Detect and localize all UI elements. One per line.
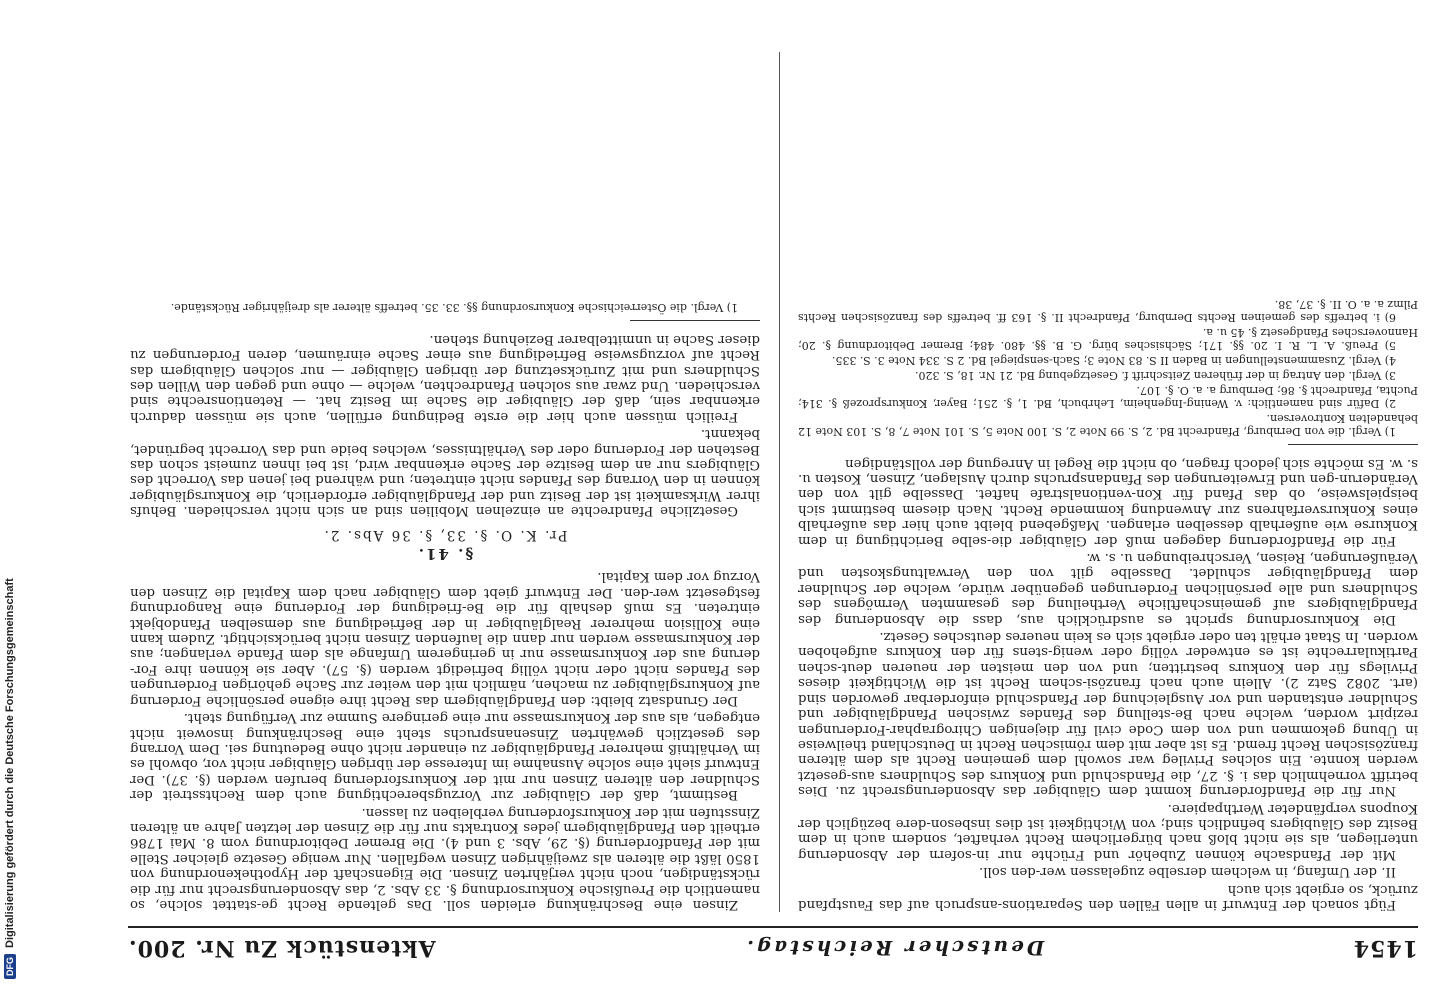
section-paragraph: Gesetzliche Pfandrechte an einzelnen Mobilien sind an sich nicht verschieden. Behufs ihrer Wirksamkeit ist der Besitz und der Pfandgläubiger erforderlich, die Konkursgläubiger können in den Vorrang des Pfandes nicht eintreten; und während bei jenen das Vorrecht des Gläubigers nur an dem Besitze der Sache erkennbar wird, ist bei ihnen zumeist schon das Bestehen der Forderung oder des Verhältnisses, welches beide und das Vorrecht begründet, bekannt. [130, 426, 760, 519]
column-divider [779, 52, 780, 912]
footnote: 2) Dafür sind namentlich: v. Wening-Ingenheim, Lehrbuch, Bd. 1, §. 251; Bayer, Konkursprozeß §. 314; Puchta, Pfandrecht §. 86; Dernburg a. a. O. §. 107. [798, 384, 1418, 411]
left-column [798, 42, 1418, 912]
footnote: 4) Vergl. Zusammenstellungen in Baden II S. 83 Note 3; Sach-senspiegel Bd. 2 S. 334 Note 3. S. 335. [831, 354, 1396, 368]
footnote: 3) Vergl. den Antrag in der früheren Zeitschrift f. Gesetzgebung Bd. 21 Nr. 18, S. 320. [914, 369, 1396, 383]
dfg-logo: DFG [4, 954, 16, 979]
footnote: 1) Vergl. die von Dernburg, Pfandrecht Bd. 2, S. 99 Note 2, S. 100 Note 5, S. 101 Note 7, 8, S. 103 Note 12 behandelten Kontroversen. [798, 412, 1418, 439]
page-number: 1454 [1352, 935, 1418, 961]
footnote-rule [630, 320, 760, 321]
publication-title: Deutscher Reichstag. [744, 936, 1045, 960]
left-paragraph: Die Konkursordnung spricht es ausdrücklich aus, dass die Absonderung des Pfandgläubigers auf gemeinschaftliche Vertheilung des gesammten Vermögens des Schuldners und alle persönlichen Forderungen gegenüber würde, welche der Schuldner dem Pfandgläubiger schuldet. Dasselbe gilt von den Verwaltungskosten und Veräußerungen, Reisen, Verschreibungen u. s. w. [798, 550, 1418, 627]
left-paragraph: Mit der Pfandsache können Zubehör und Früchte nur in-sofern der Absonderung unterliegen, als sie nicht bloß nach bürgerlichem Recht verhaftet, sondern auch in dem Besitz des Gläubigers befindlich sind; von Wichtigkeit ist dies insbeson-dere bezüglich der Koupons verpfändeter Werthpapiere. [798, 800, 1418, 862]
page-header [128, 926, 1418, 968]
left-paragraph: II. der Umfang, in welchem derselbe zugelassen wer-den soll. [979, 864, 1396, 880]
right-paragraph: Der Grundsatz bleibt: den Pfandgläubigern das Recht ihre eigene persönliche Forderung auf Konkursgläubiger zu machen, nämlich mit den weiter zur Sache gehörigen Forderungen des Pfandes nicht oder nicht völlig befriedigt werden (§. 57). Aber sie können ihre For-derung aus der Konkursmasse nur in geringerem Umfange als dem Pfande verlangen; aus der Konkursmasse werden nur dann die laufenden Zinsen nicht berücksichtigt. Zudem kann eine Kollision mehrerer Realgläubiger in der Befriedigung aus demselben Pfandobjekt eintreten. Es muß deshalb für die Be-friedigung der Forderung eine Rangordnung festgesetzt wer-den. Der Entwurf giebt dem Gläubiger nach dem Kapital die Zinsen den Vorzug vor dem Kapital. [130, 569, 760, 708]
section-paragraph: Freilich müssen auch hier die erste Bedingung erfüllen, auch sie müssen dadurch erkennbar sein, daß der Gläubiger die Sache im Besitz hat. — Retentionsrechte sind verschieden. Und zwar aus solchen Pfandrechten, welche — ohne und gegen den Willen des Schuldners und mit Zurücksetzung der übrigen Gläubiger — nur solchen Gläubigern das Recht auf vorzugsweise Befriedigung aus einer Sache einräumen, deren Forderungen zu dieser Sache in unmittelbarer Beziehung stehen. [130, 331, 760, 424]
right-column [130, 42, 760, 912]
right-paragraph: Zinsen eine Beschränkung erleiden soll. Das geltende Recht ge-stattet solche, so namentlich die Preußische Konkursordnung §. 33 Abs. 2, das Absonderungsrecht nur für die rückständigen, noch nicht verjährten Zinsen. Die Eigenschaft der Hypothekenordnung von 1850 läßt die älteren als zweijährigen Zinsen wegfallen. Nur wenige Gesetze gleicher Stelle mit der Pfandforderung (§. 29, Abs. 3 und 4). Die Bremer Debitordnung vom 8. Mai 1786 ertheilt den Pfandgläubigern jedes Kontrakts nur für die Zinsen der letzten Jahre an älteren Zinsstufen mit der Konkursforderung verbleiben zu lassen. [130, 804, 760, 912]
credit-text: Digitalisierung gefördert durch die Deutsche Forschungsgemeinschaft [4, 578, 16, 948]
section-heading: §. 41. [416, 545, 474, 564]
digitization-credit [1, 19, 19, 979]
footnote: 1) Vergl. die Österreichische Konkursordnung §§. 33. 35. betreffs älterer als dreijähriger Rückstände. [170, 301, 738, 315]
left-paragraph: Fügt sonach der Entwurf in allen Fällen den Separations-anspruch auf das Faustpfand zurück, so ergiebt sich auch [798, 881, 1418, 912]
left-paragraph: Nur für die Pfandforderung kommt dem Gläubiger das Absonderungsrecht zu. Dies betrifft vornehmlich das i. §. 27, die Pfandschuld und Konkurs des Schuldners aus-gesetzt werden konnte. Ein solches Privileg war sowohl dem gemeinen Recht als dem älteren französischen Recht fremd. Es ist aber mit dem römischen Recht in Deutschland theilweise in Übung gekommen und von dem Code civil für diejenigen Chirographar-Forderungen rezipirt worden, welche nach Be-stellung des Pfandes zwischen Pfandgläubiger und Schuldner entstanden und vor Ausgleichung der Pfandschuld einforderbar geworden sind (art. 2082 Satz 2). Allein auch nach französi-schem Recht ist die Wichtigkeit dieses Privilegs für den Konkurs bestritten; und von den meisten der neueren deut-schen Partikularrechte ist es entweder völlig oder wenig-stens für den Konkurs aufgehoben worden. In Staat erhält ten oder ergiebt sich es kein neueres deutsches Gesetz. [798, 629, 1418, 799]
footnote: 6) i. betreffs des gemeinen Rechts Dernburg, Pfandrecht II. §. 163 ff. betreffs des französischen Rechts Pilmz a. a. O. II. §. 37, 38. [798, 298, 1418, 325]
section-reference: Pr. K. O. §. 33, §. 36 Abs. 2. [322, 526, 568, 543]
newspaper-page [128, 38, 1418, 968]
footnote-rule [1288, 444, 1418, 445]
footnote: 5) Preuß. A. L. R. I. 20. §§. 171; Sächsisches bürg. G. B. §§. 480. 484; Bremer Debitordnung §. 20; Hannoversches Pfandgesetz §. 45 u. a. [798, 326, 1418, 353]
left-paragraph: Für die Pfandforderung dagegen muß der Gläubiger die-selbe Berichtigung in dem Konkurse wie außerhalb desselben erlangen. Maßgebend bleibt auch hier das außerhalb eines Konkursverfahrens zur Anwendung kommende Recht. Nach diesem bestimmt sich beispielsweise, ob das Pfand für Kon-ventionalstrafe haftet. Dasselbe gilt von den Veränderun-gen und Erweiterungen des Pfandanspruchs durch Auslagen, Zinsen, Kosten u. s. w. Es möchte sich jedoch fragen, ob nicht die Regel in Anregung der vollständigen [798, 455, 1418, 548]
right-paragraph: Bestimmt, daß der Gläubiger zur Vorzugsberechtigung auch dem Rechtsstreit der Schuldner den älteren Zinsen nur mit der Konkursforderung berufen werden (§. 37). Der Entwurf sieht eine solche Ausnahme im Interesse der übrigen Gläubiger nicht vor, obwohl es im Verhältniß mehrerer Pfandgläubiger zu einander nicht ohne Bedeutung sei. Dem Vorrang des gesetzlich gewährten Zinsenanspruchs steht eine Beschränkung insoweit nicht entgegen, als aus der Konkursmasse nur eine geringere Summe zur Verfügung steht. [130, 710, 760, 803]
supplement-label: Aktenstück Zu Nr. 200. [128, 935, 436, 961]
